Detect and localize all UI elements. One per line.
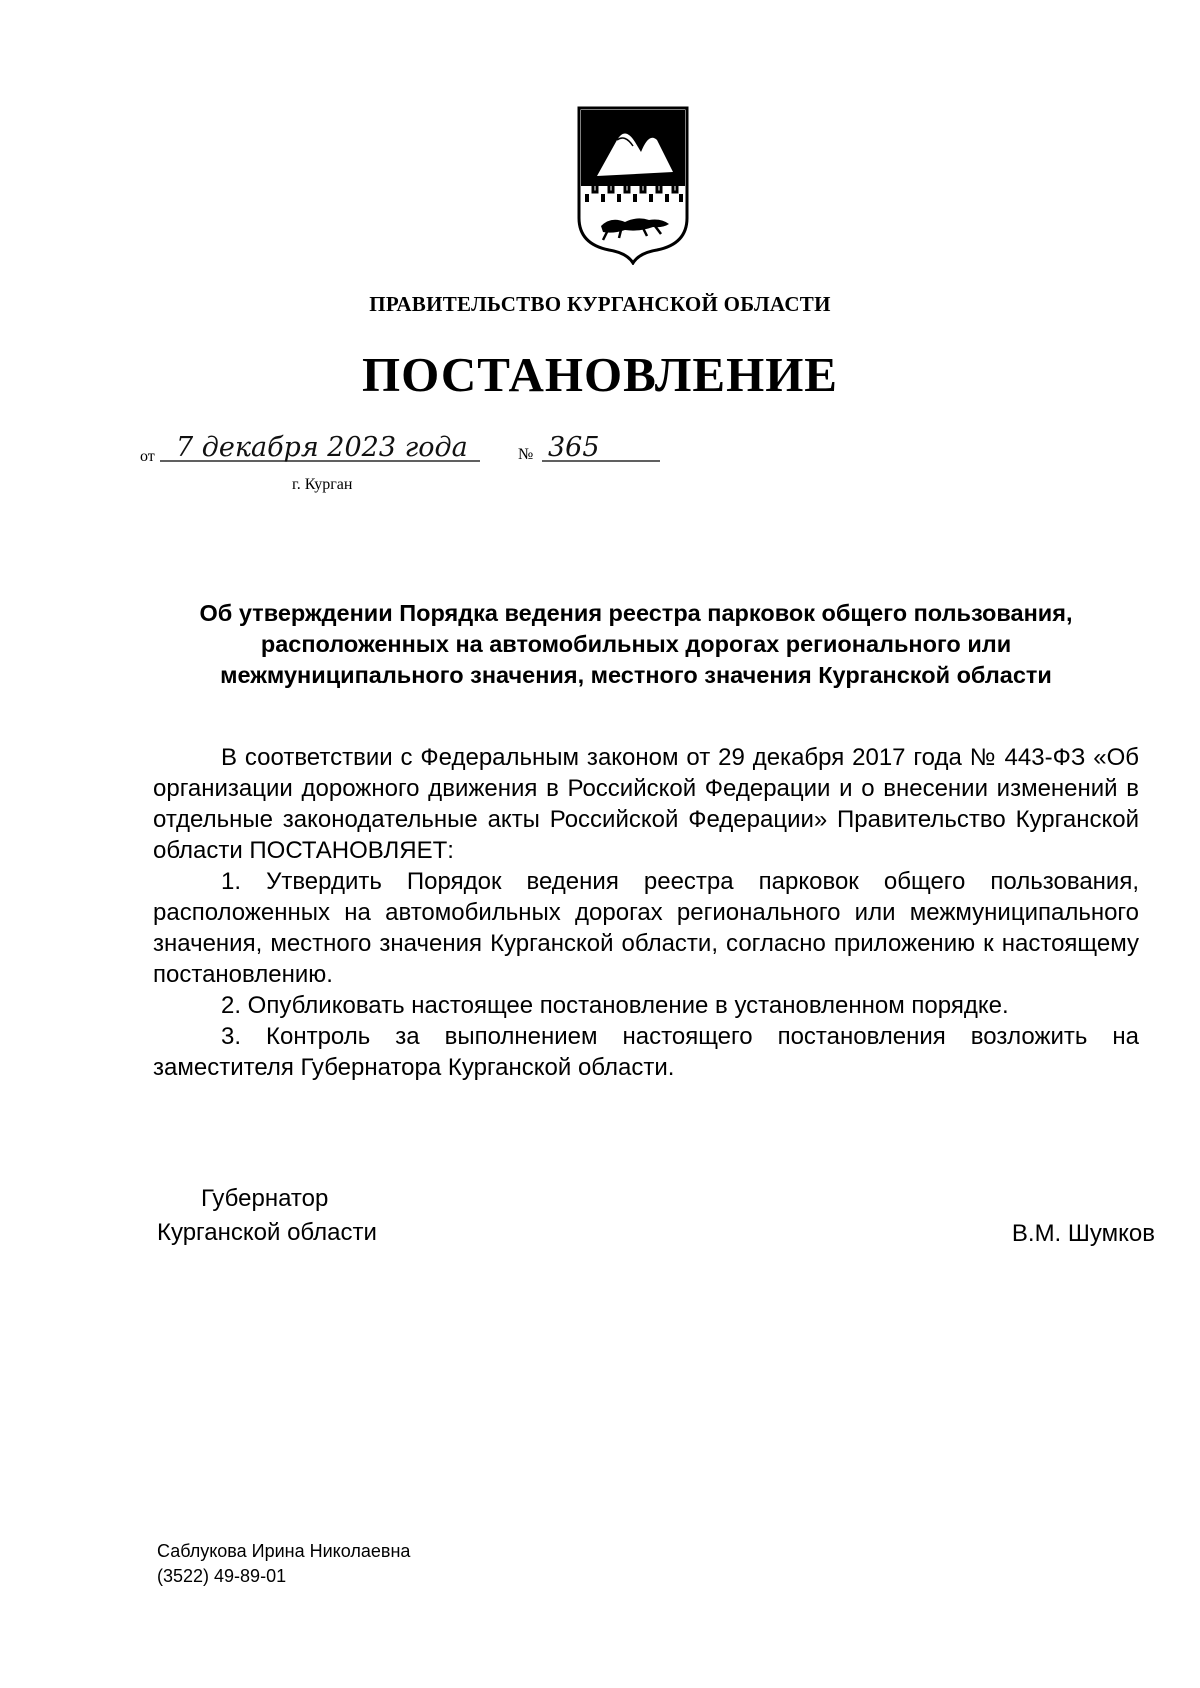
number-label: № <box>518 446 534 463</box>
handwritten-date: 7 декабря 2023 года <box>176 432 468 463</box>
executor-name: Саблукова Ирина Николаевна <box>157 1541 411 1561</box>
signer-position-line1: Губернатор <box>201 1185 329 1212</box>
signer-position-line2: Курганской области <box>157 1219 377 1246</box>
document-body <box>153 742 1139 1083</box>
document-title: Об утверждении Порядка ведения реестра парковок общего пользования, расположенных на автомобильных дорогах регионального или межмуниципального значения, местного значения Курганской области <box>199 600 1073 688</box>
body-item-1: 1. Утвердить Порядок ведения реестра парковок общего пользования, расположенных на автомобильных дорогах регионального или межмуниципального значения, местного значения Курганской области, согласно приложению к настоящему постановлению. <box>153 868 1139 988</box>
handwritten-number: 365 <box>548 432 600 463</box>
city-label: г. Курган <box>292 476 353 493</box>
preamble-paragraph: В соответствии с Федеральным законом от 29 декабря 2017 года № 443-ФЗ «Об организации дорожного движения в Российской Федерации и о внесении изменений в отдельные законодательные акты Российской Федерации» Правительство Курганской области ПОСТАНОВЛЯЕТ: <box>153 744 1139 864</box>
executor-phone: (3522) 49-89-01 <box>157 1566 287 1586</box>
date-prefix-label: от <box>140 448 155 465</box>
body-item-3: 3. Контроль за выполнением настоящего постановления возложить на заместителя Губернатора Курганской области. <box>153 1023 1139 1081</box>
date-number-block <box>140 432 660 518</box>
coat-of-arms-icon <box>577 106 689 265</box>
document-type-heading: ПОСТАНОВЛЕНИЕ <box>362 347 838 402</box>
body-item-2: 2. Опубликовать настоящее постановление в установленном порядке. <box>221 992 1009 1019</box>
signer-name: В.М. Шумков <box>1011 1220 1155 1247</box>
issuing-authority: ПРАВИТЕЛЬСТВО КУРГАНСКОЙ ОБЛАСТИ <box>369 292 831 316</box>
